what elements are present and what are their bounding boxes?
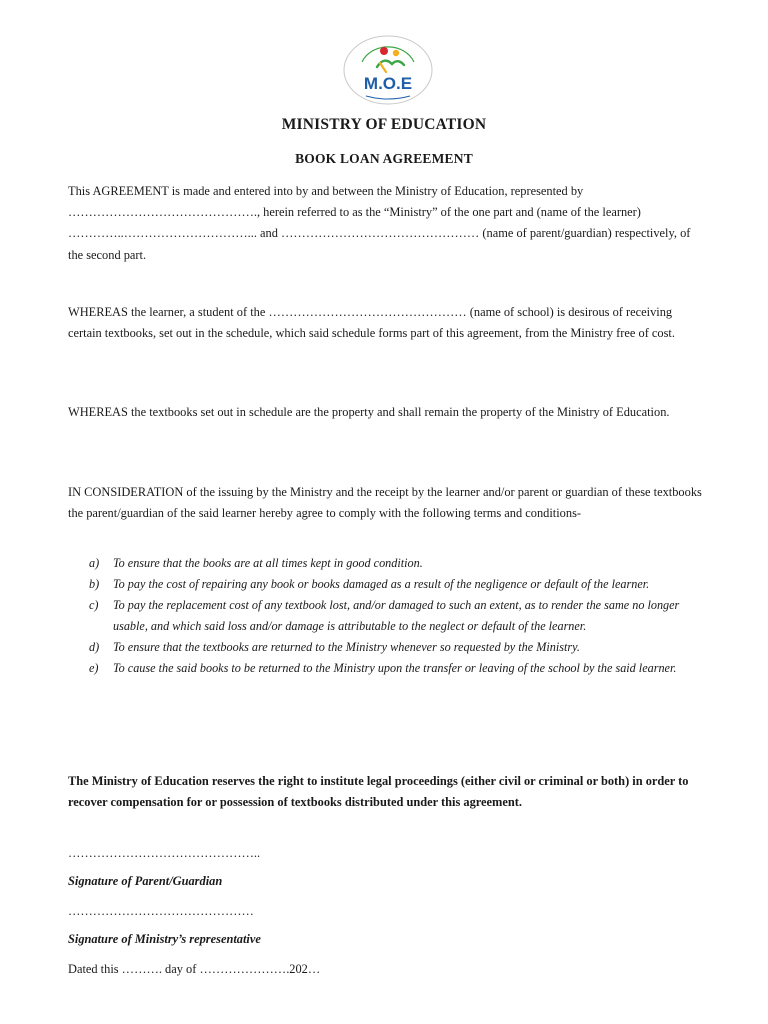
moe-seal-icon [342,34,434,106]
term-text: To pay the cost of repairing any book or books damaged as a result of the negligence or default of the learner. [113,577,650,591]
term-marker: e) [89,661,99,675]
term-text: To ensure that the books are at all times kept in good condition. [113,556,423,570]
legal-notice-paragraph: The Ministry of Education reserves the right to institute legal proceedings (either civil or criminal or both) in order to recover compensation for or possession of textbooks distributed under this agreement. [68,774,689,810]
consideration-paragraph: IN CONSIDERATION of the issuing by the Ministry and the receipt by the learner and/or parent or guardian of these textbooks the parent/guardian of the said learner hereby agree to comply with the following terms and conditions- [68,485,702,521]
term-marker: b) [89,577,100,591]
whereas-property-paragraph: WHEREAS the textbooks set out in schedule are the property and shall remain the property of the Ministry of Education. [68,405,670,419]
parent-signature-label: Signature of Parent/Guardian [68,874,223,888]
term-item [68,595,708,637]
term-item [68,574,708,595]
agreement-title: BOOK LOAN AGREEMENT [295,151,473,166]
page-title: MINISTRY OF EDUCATION [281,116,487,133]
logo-text: M.O.E [363,74,413,93]
whereas-learner-paragraph: WHEREAS the learner, a student of the ………………………………………… (name of school) is desirous of receiving certain textbooks, set out in the schedule, which said schedule forms part of this agreement, from the Ministry free of cost. [68,305,675,341]
dated-line: Dated this ………. day of ………………….202… [68,962,321,976]
term-item [68,553,708,574]
term-item [68,637,708,658]
term-text: To cause the said books to be returned to the Ministry upon the transfer or leaving of the school by the said learner. [113,661,677,675]
parent-signature-line: ……………………………………….. [68,846,261,860]
term-text: To ensure that the textbooks are returned to the Ministry whenever so requested by the Ministry. [113,640,580,654]
terms-list [68,553,708,679]
term-marker: d) [89,640,100,654]
ministry-logo [342,34,434,106]
ministry-signature-line: ……………………………………… [68,904,254,918]
ministry-signature-label: Signature of Ministry’s representative [68,932,261,946]
agreement-intro-paragraph: This AGREEMENT is made and entered into by and between the Ministry of Education, represented by ………………………………………., herein referred to as the “Ministry” of the one part and (name of the learner) …………..…………………………... and ………………………………………… (name of parent/guardian) respectively, of the second part. [68,184,691,262]
term-marker: c) [89,598,99,612]
term-text: To pay the replacement cost of any textbook lost, and/or damaged to such an extent, as to render the same no longer usable, and which said loss and/or damage is attributable to the neglect or default of the learner. [113,598,680,633]
term-marker: a) [89,556,100,570]
term-item [68,658,708,679]
